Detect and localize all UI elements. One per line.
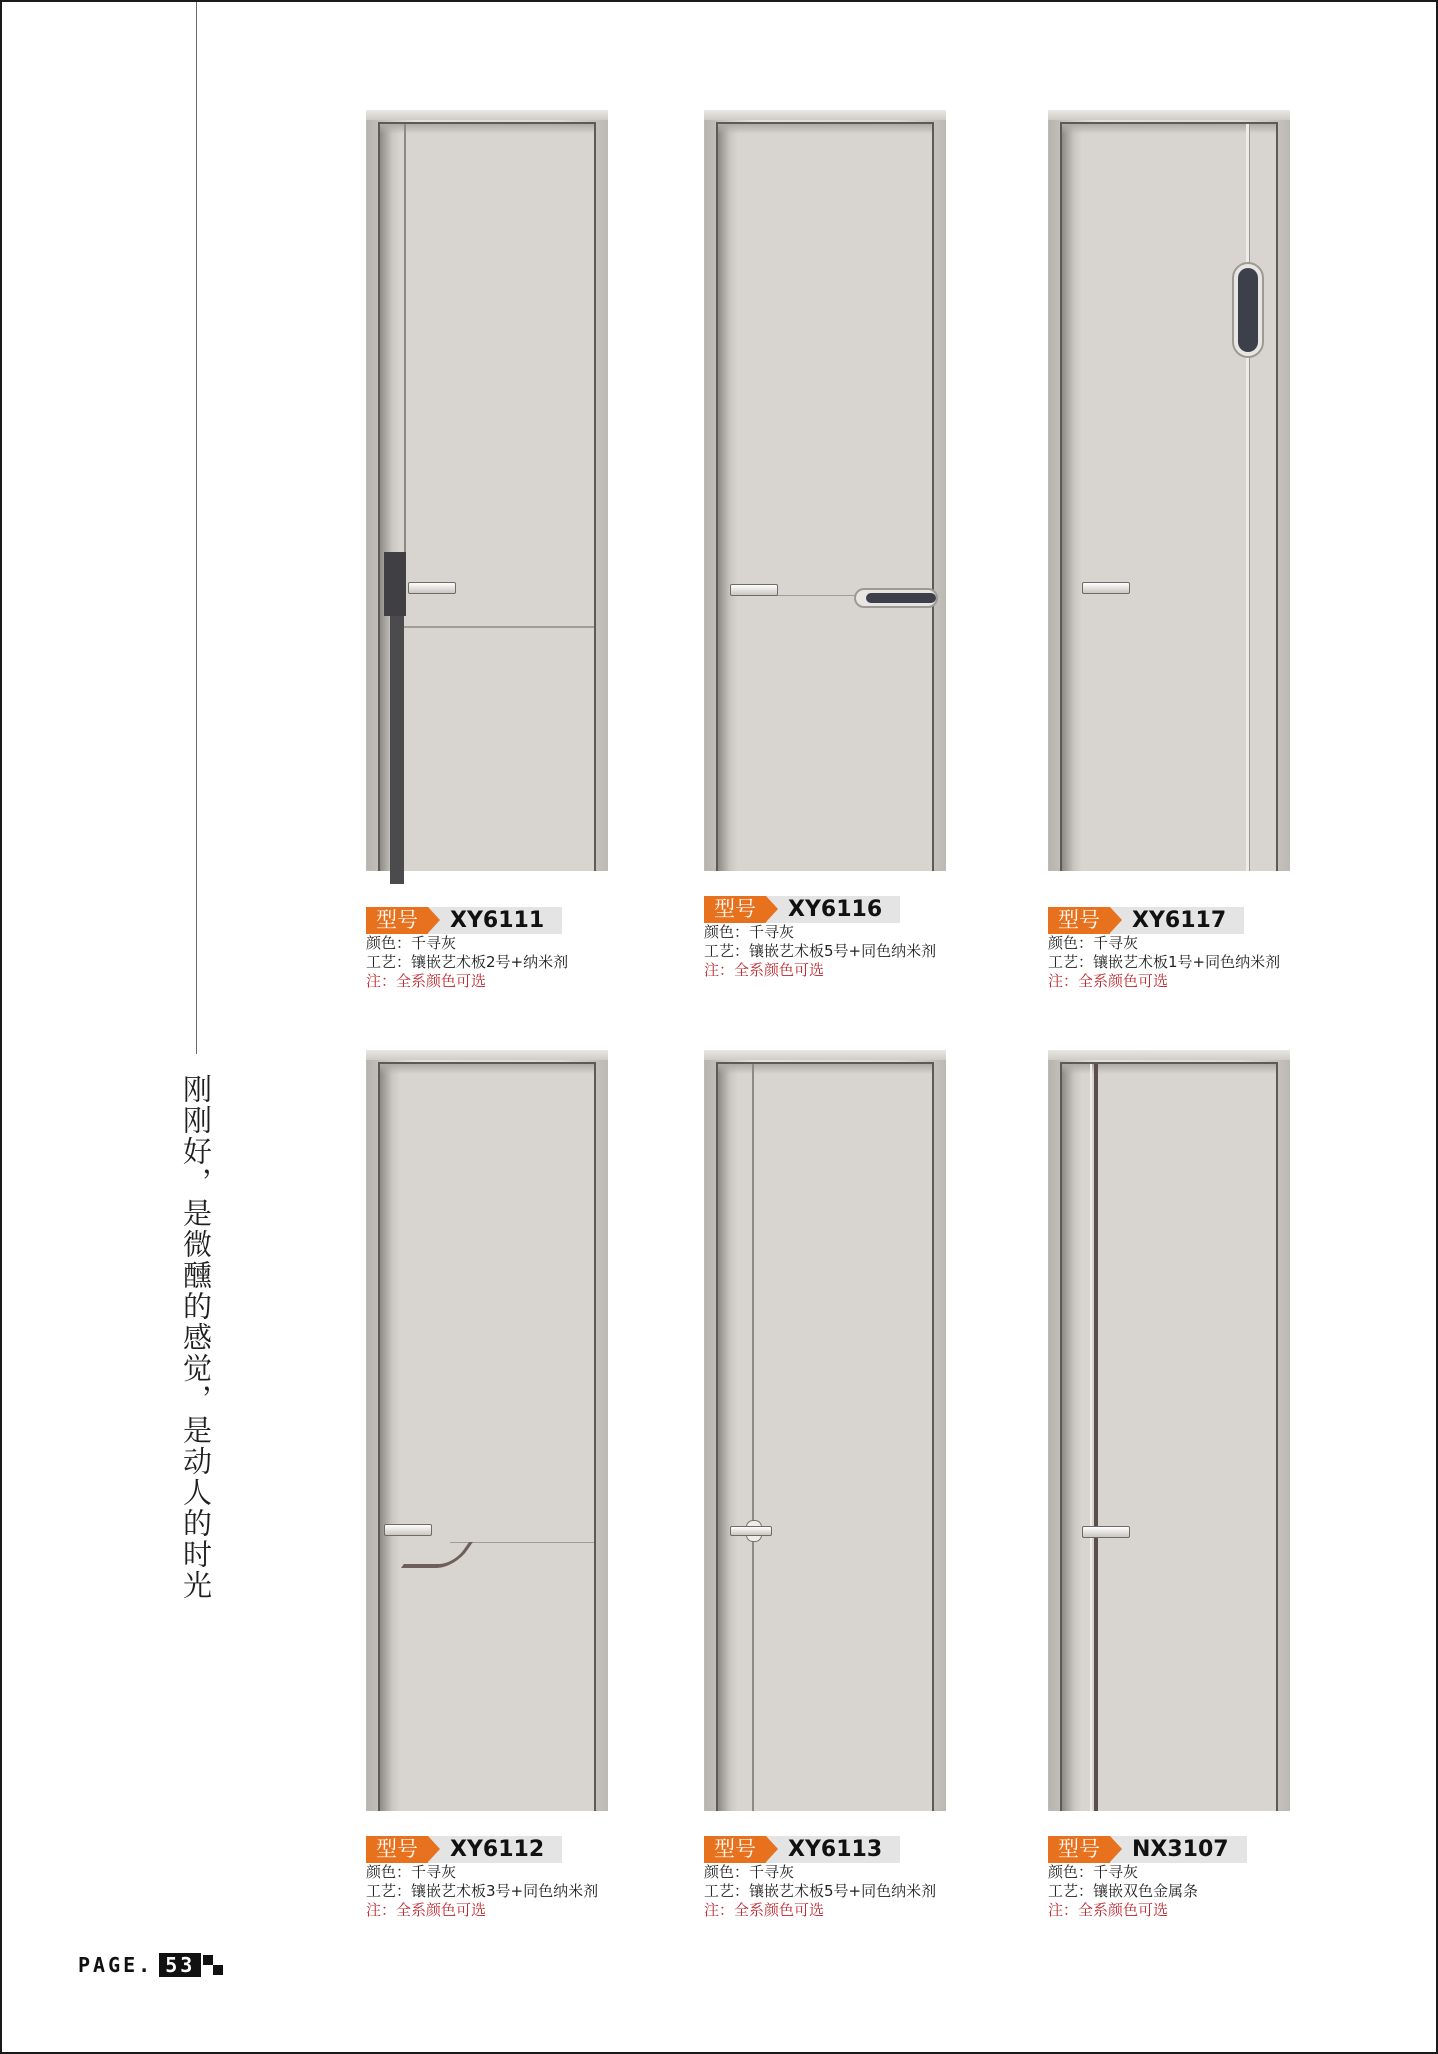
door-leaf xyxy=(1060,1062,1278,1811)
color-spec: 颜色：千寻灰 xyxy=(704,923,795,941)
door-leaf xyxy=(378,122,596,871)
color-spec: 颜色：千寻灰 xyxy=(366,934,457,952)
panel-groove xyxy=(1090,1064,1092,1811)
door-xy6111 xyxy=(366,110,608,871)
model-number: XY6112 xyxy=(428,1836,562,1863)
color-note: 注：全系颜色可选 xyxy=(1048,1901,1169,1919)
model-tag: 型号 xyxy=(704,896,766,923)
color-note: 注：全系颜色可选 xyxy=(704,961,825,979)
door-label xyxy=(1048,907,1280,991)
craft-spec: 工艺：镶嵌艺术板5号+同色纳米剂 xyxy=(704,1882,937,1900)
model-number: XY6111 xyxy=(428,907,562,934)
door-nx3107 xyxy=(1048,1050,1290,1811)
metal-strip xyxy=(1094,1064,1098,1811)
model-number: XY6116 xyxy=(766,896,900,923)
color-spec: 颜色：千寻灰 xyxy=(1048,1863,1139,1881)
craft-spec: 工艺：镶嵌艺术板5号+同色纳米剂 xyxy=(704,942,937,960)
door-xy6117 xyxy=(1048,110,1290,871)
door-handle xyxy=(1082,1526,1130,1538)
door-handle xyxy=(1082,582,1130,594)
panel-groove xyxy=(1246,124,1249,871)
page-number xyxy=(78,1953,223,1977)
model-number: XY6117 xyxy=(1110,907,1244,934)
craft-spec: 工艺：镶嵌艺术板1号+同色纳米剂 xyxy=(1048,953,1281,971)
door-label xyxy=(1048,1836,1247,1920)
model-tag: 型号 xyxy=(1048,907,1110,934)
color-note: 注：全系颜色可选 xyxy=(704,1901,825,1919)
door-label xyxy=(366,907,568,991)
color-note: 注：全系颜色可选 xyxy=(366,972,487,990)
craft-spec: 工艺：镶嵌艺术板2号+纳米剂 xyxy=(366,953,569,971)
door-handle xyxy=(730,584,778,596)
page-prefix: PAGE. xyxy=(78,1953,154,1977)
model-number: NX3107 xyxy=(1110,1836,1247,1863)
model-tag: 型号 xyxy=(366,907,428,934)
page-number-value: 53 xyxy=(159,1953,201,1977)
model-tag: 型号 xyxy=(366,1836,428,1863)
craft-spec: 工艺：镶嵌艺术板3号+同色纳米剂 xyxy=(366,1882,599,1900)
color-note: 注：全系颜色可选 xyxy=(1048,972,1169,990)
door-handle xyxy=(384,1524,432,1536)
panel-groove xyxy=(404,626,594,628)
craft-spec: 工艺：镶嵌双色金属条 xyxy=(1048,1882,1199,1900)
vertical-divider xyxy=(196,2,197,1054)
wave-inlay xyxy=(401,1542,473,1568)
door-label xyxy=(366,1836,598,1920)
inlay-pill xyxy=(1232,262,1264,358)
panel-groove xyxy=(404,124,406,574)
door-leaf xyxy=(716,122,934,871)
vertical-slogan: 刚刚好，是微醺的感觉，是动人的时光 xyxy=(179,1074,213,1601)
decor-square xyxy=(203,1955,213,1965)
door-label xyxy=(704,896,936,980)
door-handle xyxy=(408,582,456,594)
door-leaf xyxy=(1060,122,1278,871)
panel-groove xyxy=(752,1064,754,1811)
door-leaf xyxy=(378,1062,596,1811)
door-xy6112 xyxy=(366,1050,608,1811)
decor-square xyxy=(213,1965,223,1975)
door-leaf xyxy=(716,1062,934,1811)
door-label xyxy=(704,1836,936,1920)
model-tag: 型号 xyxy=(704,1836,766,1863)
door-handle xyxy=(730,1526,772,1536)
door-xy6113 xyxy=(704,1050,946,1811)
color-spec: 颜色：千寻灰 xyxy=(1048,934,1139,952)
model-tag: 型号 xyxy=(1048,1836,1110,1863)
inlay-pill xyxy=(854,588,938,608)
color-note: 注：全系颜色可选 xyxy=(366,1901,487,1919)
model-number: XY6113 xyxy=(766,1836,900,1863)
color-spec: 颜色：千寻灰 xyxy=(366,1863,457,1881)
dark-inlay-block xyxy=(384,552,406,616)
door-xy6116 xyxy=(704,110,946,871)
color-spec: 颜色：千寻灰 xyxy=(704,1863,795,1881)
